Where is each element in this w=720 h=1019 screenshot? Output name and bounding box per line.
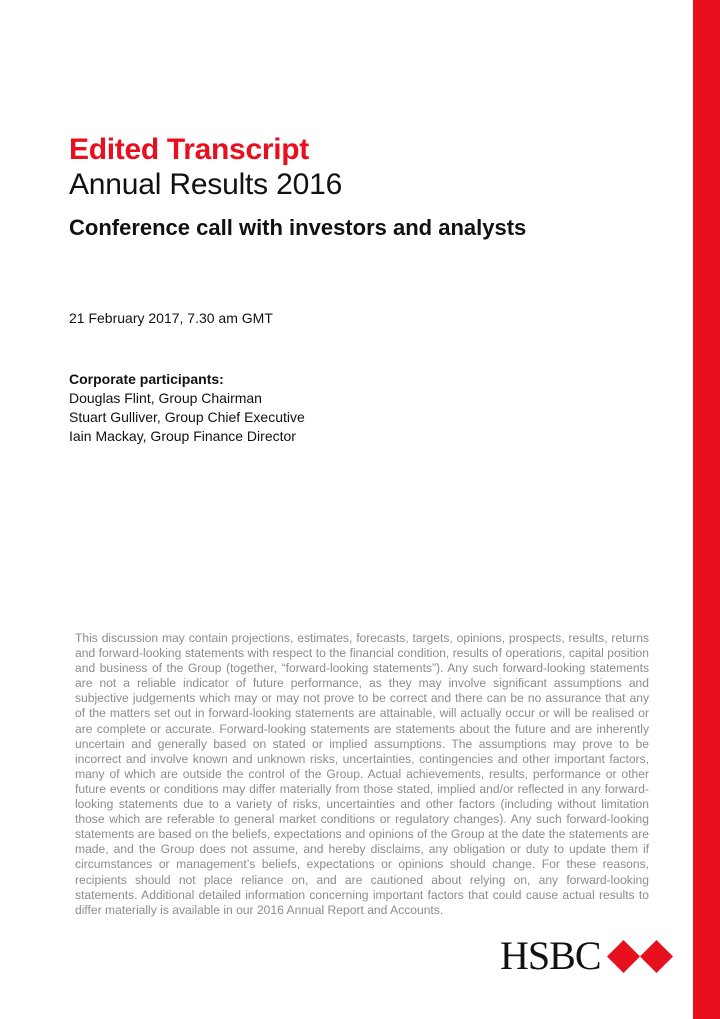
participants-block	[69, 370, 305, 446]
document-title-label: Edited Transcript	[69, 133, 309, 166]
disclaimer-text: This discussion may contain projections, estimates, forecasts, targets, opinions, prospects, results, returns and forward-looking statements with respect to the financial condition, results of operations, capital position and business of the Group (together, “forward-looking statements”). Any such forward-looking statements are not a reliable indicator of future performance, as they may involve significant assumptions and subjective judgements which may or may not prove to be correct and there can be no assurance that any of the matters set out in forward-looking statements are attainable, will actually occur or will be realised or are complete or accurate. Forward-looking statements are statements about the future and are inherently uncertain and generally based on stated or implied assumptions. The assumptions may prove to be incorrect and involve known and unknown risks, uncertainties, contingencies and other important factors, many of which are outside the control of the Group. Actual achievements, results, performance or other future events or conditions may differ materially from those stated, implied and/or reflected in any forward-looking statements due to a variety of risks, uncertainties and other factors (including without limitation those which are referable to general market conditions or regulatory changes). Any such forward-looking statements are based on the beliefs, expectations and opinions of the Group at the date the statements are made, and the Group does not assume, and hereby disclaims, any obligation or duty to update them if circumstances or management’s beliefs, expectations or opinions should change. For these reasons, recipients should not place reliance on, and are cautioned about relying on, any forward-looking statements. Additional detailed information concerning important factors that could cause actual results to differ materially is available in our 2016 Annual Report and Accounts.	[75, 631, 649, 917]
document-subtitle: Conference call with investors and analysts	[69, 215, 527, 240]
event-date: 21 February 2017, 7.30 am GMT	[69, 310, 273, 326]
document-title: Annual Results 2016	[69, 168, 343, 201]
participants-heading: Corporate participants:	[69, 371, 224, 387]
logo-wordmark: HSBC	[500, 933, 601, 978]
participant-item: Douglas Flint, Group Chairman	[69, 390, 262, 406]
side-accent-bar	[693, 0, 720, 1019]
hsbc-hexagon-icon	[607, 940, 673, 973]
hsbc-logo	[500, 934, 673, 978]
participant-item: Iain Mackay, Group Finance Director	[69, 428, 296, 444]
participant-item: Stuart Gulliver, Group Chief Executive	[69, 409, 305, 425]
